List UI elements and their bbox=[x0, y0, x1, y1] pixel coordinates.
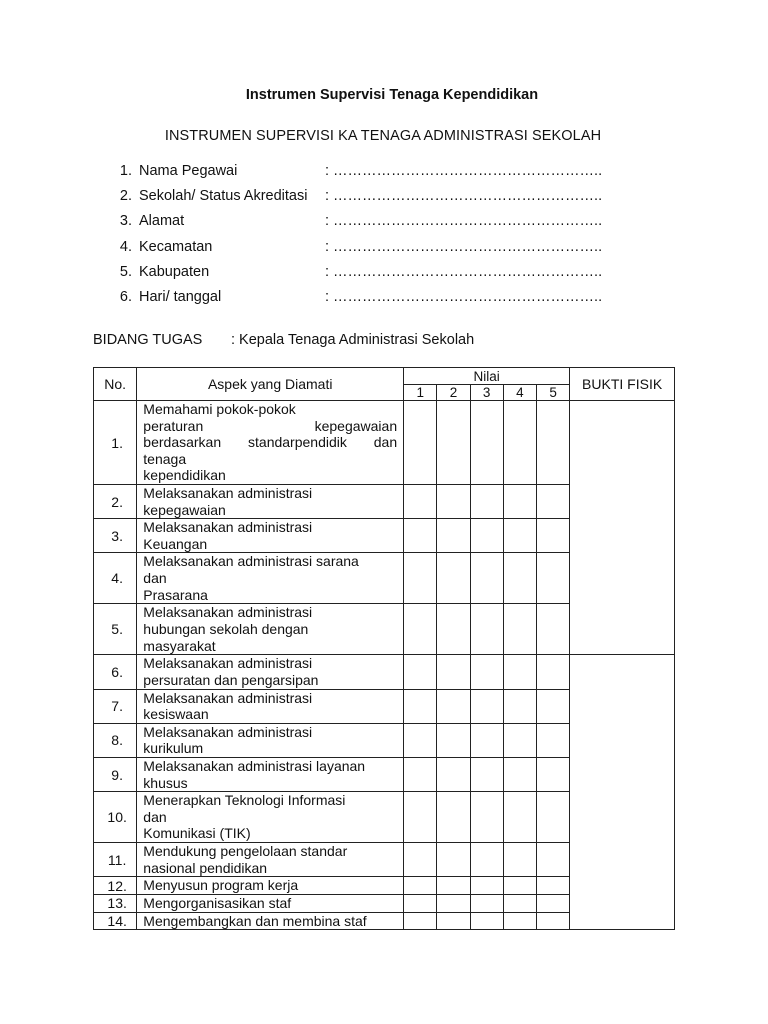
aspek-cell bbox=[137, 519, 404, 553]
identity-fields bbox=[114, 162, 603, 313]
row-number: 12. bbox=[94, 877, 137, 895]
aspek-line: Mendukung pengelolaan standar bbox=[143, 843, 348, 860]
table-body bbox=[94, 401, 675, 930]
aspek-line: kependidikan bbox=[143, 467, 226, 484]
score-cell-3[interactable] bbox=[470, 553, 503, 604]
score-cell-2[interactable] bbox=[437, 757, 470, 791]
score-cell-4[interactable] bbox=[503, 877, 536, 895]
field-label: Kabupaten bbox=[139, 263, 210, 280]
score-cell-1[interactable] bbox=[404, 757, 437, 791]
header-nilai: Nilai bbox=[404, 368, 570, 385]
aspek-line: dan bbox=[143, 569, 167, 586]
aspek-line: Komunikasi (TIK) bbox=[143, 825, 251, 842]
row-number: 7. bbox=[94, 689, 137, 723]
score-cell-1[interactable] bbox=[404, 843, 437, 877]
score-cell-1[interactable] bbox=[404, 604, 437, 655]
row-number: 3. bbox=[94, 519, 137, 553]
aspek-line: tenaga bbox=[143, 450, 187, 467]
aspek-line: Melaksanakan administrasi bbox=[143, 723, 313, 740]
aspek-line: Melaksanakan administrasi layanan bbox=[143, 757, 366, 774]
score-cell-5[interactable] bbox=[537, 757, 570, 791]
score-cell-4[interactable] bbox=[503, 792, 536, 843]
score-cell-3[interactable] bbox=[470, 792, 503, 843]
aspek-line: Menyusun program kerja bbox=[143, 877, 299, 894]
score-cell-1[interactable] bbox=[404, 553, 437, 604]
row-number: 6. bbox=[94, 655, 137, 689]
field-label: Alamat bbox=[139, 213, 185, 230]
score-cell-5[interactable] bbox=[537, 401, 570, 485]
score-cell-2[interactable] bbox=[437, 655, 470, 689]
header-bukti-fisik: BUKTI FISIK bbox=[570, 368, 675, 401]
field-sekolah-status bbox=[114, 187, 603, 212]
score-cell-1[interactable] bbox=[404, 894, 437, 912]
score-cell-5[interactable] bbox=[537, 689, 570, 723]
score-cell-3[interactable] bbox=[470, 689, 503, 723]
table-row bbox=[94, 655, 675, 689]
aspek-cell bbox=[137, 912, 404, 930]
aspek-line: Melaksanakan administrasi bbox=[143, 655, 313, 672]
score-cell-2[interactable] bbox=[437, 485, 470, 519]
field-blank: : ……………………………………………….. bbox=[325, 213, 603, 230]
score-cell-3[interactable] bbox=[470, 485, 503, 519]
field-alamat bbox=[114, 212, 603, 237]
header-aspek: Aspek yang Diamati bbox=[137, 368, 404, 401]
header-no: No. bbox=[94, 368, 137, 401]
field-kabupaten bbox=[114, 263, 603, 288]
header-score-3: 3 bbox=[470, 385, 503, 401]
field-blank: : ……………………………………………….. bbox=[325, 163, 603, 179]
score-cell-5[interactable] bbox=[537, 553, 570, 604]
aspek-line: Melaksanakan administrasi bbox=[143, 485, 313, 501]
aspek-cell bbox=[137, 792, 404, 843]
score-cell-3[interactable] bbox=[470, 843, 503, 877]
row-number: 13. bbox=[94, 894, 137, 912]
score-cell-2[interactable] bbox=[437, 401, 470, 485]
aspek-line: peraturan kepegawaian bbox=[143, 417, 398, 434]
row-number: 1. bbox=[94, 401, 137, 485]
aspek-cell bbox=[137, 894, 404, 912]
bidang-tugas-label: BIDANG TUGAS bbox=[93, 332, 203, 348]
aspek-cell bbox=[137, 757, 404, 791]
score-cell-5[interactable] bbox=[537, 723, 570, 757]
aspek-cell bbox=[137, 843, 404, 877]
score-cell-4[interactable] bbox=[503, 757, 536, 791]
score-cell-4[interactable] bbox=[503, 401, 536, 485]
bukti-fisik-cell[interactable] bbox=[570, 401, 675, 655]
score-cell-3[interactable] bbox=[470, 519, 503, 553]
row-number: 2. bbox=[94, 485, 137, 519]
score-cell-4[interactable] bbox=[503, 912, 536, 930]
aspek-line: Melaksanakan administrasi sarana bbox=[143, 553, 359, 570]
header-score-5: 5 bbox=[537, 385, 570, 401]
field-number: 5. bbox=[119, 263, 132, 280]
field-blank: : ……………………………………………….. bbox=[325, 238, 603, 255]
score-cell-3[interactable] bbox=[470, 757, 503, 791]
aspek-line: Melaksanakan administrasi bbox=[143, 519, 313, 536]
aspek-line: berdasarkan standarpendidik dan bbox=[143, 434, 398, 451]
score-cell-3[interactable] bbox=[470, 912, 503, 930]
aspek-line: Melaksanakan administrasi bbox=[143, 689, 313, 706]
field-blank: : ……………………………………………….. bbox=[325, 288, 603, 305]
header-score-2: 2 bbox=[437, 385, 470, 401]
aspek-line: Keuangan bbox=[143, 535, 208, 552]
aspek-line: Mengembangkan dan membina staf bbox=[143, 912, 367, 929]
score-cell-2[interactable] bbox=[437, 912, 470, 930]
score-cell-4[interactable] bbox=[503, 655, 536, 689]
score-cell-1[interactable] bbox=[404, 655, 437, 689]
field-blank: : ……………………………………………….. bbox=[325, 188, 603, 205]
field-number: 6. bbox=[119, 288, 132, 305]
field-label: Hari/ tanggal bbox=[139, 288, 222, 305]
score-cell-1[interactable] bbox=[404, 519, 437, 553]
aspek-line: Mengorganisasikan staf bbox=[143, 894, 292, 911]
aspek-line: kepegawaian bbox=[143, 501, 226, 518]
score-cell-4[interactable] bbox=[503, 553, 536, 604]
score-cell-5[interactable] bbox=[537, 912, 570, 930]
score-cell-2[interactable] bbox=[437, 604, 470, 655]
aspek-line: kurikulum bbox=[143, 740, 204, 757]
score-cell-2[interactable] bbox=[437, 689, 470, 723]
score-cell-2[interactable] bbox=[437, 792, 470, 843]
table-row bbox=[94, 401, 675, 485]
header-score-4: 4 bbox=[503, 385, 536, 401]
row-number: 4. bbox=[94, 553, 137, 604]
score-cell-5[interactable] bbox=[537, 877, 570, 895]
score-cell-5[interactable] bbox=[537, 485, 570, 519]
aspek-line: persuratan dan pengarsipan bbox=[143, 671, 319, 688]
aspek-line: dan bbox=[143, 808, 167, 825]
score-cell-3[interactable] bbox=[470, 723, 503, 757]
score-cell-4[interactable] bbox=[503, 723, 536, 757]
aspek-line: kesiswaan bbox=[143, 706, 209, 723]
bukti-fisik-cell[interactable] bbox=[570, 655, 675, 930]
aspek-cell bbox=[137, 723, 404, 757]
header-score-1: 1 bbox=[404, 385, 437, 401]
supervision-table bbox=[93, 367, 675, 930]
score-cell-4[interactable] bbox=[503, 689, 536, 723]
aspek-line: Menerapkan Teknologi Informasi bbox=[143, 792, 346, 809]
aspek-line: Melaksanakan administrasi bbox=[143, 604, 313, 621]
score-cell-4[interactable] bbox=[503, 519, 536, 553]
row-number: 10. bbox=[94, 792, 137, 843]
score-cell-4[interactable] bbox=[503, 485, 536, 519]
field-number: 2. bbox=[119, 188, 132, 205]
aspek-cell bbox=[137, 877, 404, 895]
score-cell-3[interactable] bbox=[470, 655, 503, 689]
field-hari-tanggal bbox=[114, 288, 603, 313]
score-cell-5[interactable] bbox=[537, 894, 570, 912]
aspek-cell bbox=[137, 401, 404, 485]
row-number: 14. bbox=[94, 912, 137, 930]
row-number: 8. bbox=[94, 723, 137, 757]
score-cell-5[interactable] bbox=[537, 843, 570, 877]
score-cell-1[interactable] bbox=[404, 877, 437, 895]
score-cell-3[interactable] bbox=[470, 877, 503, 895]
field-number: 4. bbox=[119, 238, 132, 255]
score-cell-1[interactable] bbox=[404, 401, 437, 485]
row-number: 5. bbox=[94, 604, 137, 655]
score-cell-3[interactable] bbox=[470, 604, 503, 655]
row-number: 11. bbox=[94, 843, 137, 877]
document-title: Instrumen Supervisi Tenaga Kependidikan bbox=[245, 87, 539, 103]
document-subtitle: INSTRUMEN SUPERVISI KA TENAGA ADMINISTRASI SEKOLAH bbox=[164, 128, 602, 144]
aspek-cell bbox=[137, 655, 404, 689]
score-cell-1[interactable] bbox=[404, 792, 437, 843]
aspek-cell bbox=[137, 689, 404, 723]
score-cell-5[interactable] bbox=[537, 604, 570, 655]
aspek-cell bbox=[137, 604, 404, 655]
score-cell-4[interactable] bbox=[503, 604, 536, 655]
score-cell-2[interactable] bbox=[437, 843, 470, 877]
score-cell-5[interactable] bbox=[537, 519, 570, 553]
field-kecamatan bbox=[114, 238, 603, 263]
field-label: Nama Pegawai bbox=[139, 163, 238, 179]
aspek-line: Prasarana bbox=[143, 586, 208, 603]
field-label: Sekolah/ Status Akreditasi bbox=[139, 188, 308, 205]
score-cell-3[interactable] bbox=[470, 894, 503, 912]
score-cell-2[interactable] bbox=[437, 519, 470, 553]
score-cell-1[interactable] bbox=[404, 689, 437, 723]
bidang-tugas-value: : Kepala Tenaga Administrasi Sekolah bbox=[231, 332, 475, 348]
score-cell-2[interactable] bbox=[437, 553, 470, 604]
score-cell-5[interactable] bbox=[537, 655, 570, 689]
score-cell-2[interactable] bbox=[437, 723, 470, 757]
score-cell-4[interactable] bbox=[503, 843, 536, 877]
field-number: 1. bbox=[119, 163, 132, 179]
aspek-line: hubungan sekolah dengan bbox=[143, 620, 309, 637]
aspek-line: Memahami pokok-pokok bbox=[143, 401, 296, 417]
field-nama-pegawai bbox=[114, 162, 603, 187]
score-cell-1[interactable] bbox=[404, 485, 437, 519]
field-number: 3. bbox=[119, 213, 132, 230]
score-cell-1[interactable] bbox=[404, 723, 437, 757]
aspek-cell bbox=[137, 553, 404, 604]
score-cell-5[interactable] bbox=[537, 792, 570, 843]
field-label: Kecamatan bbox=[139, 238, 213, 255]
score-cell-2[interactable] bbox=[437, 877, 470, 895]
field-blank: : ……………………………………………….. bbox=[325, 263, 603, 280]
aspek-line: khusus bbox=[143, 774, 188, 791]
row-number: 9. bbox=[94, 757, 137, 791]
aspek-line: masyarakat bbox=[143, 637, 216, 654]
score-cell-2[interactable] bbox=[437, 894, 470, 912]
aspek-line: nasional pendidikan bbox=[143, 859, 268, 876]
score-cell-4[interactable] bbox=[503, 894, 536, 912]
score-cell-1[interactable] bbox=[404, 912, 437, 930]
score-cell-3[interactable] bbox=[470, 401, 503, 485]
aspek-cell bbox=[137, 485, 404, 519]
